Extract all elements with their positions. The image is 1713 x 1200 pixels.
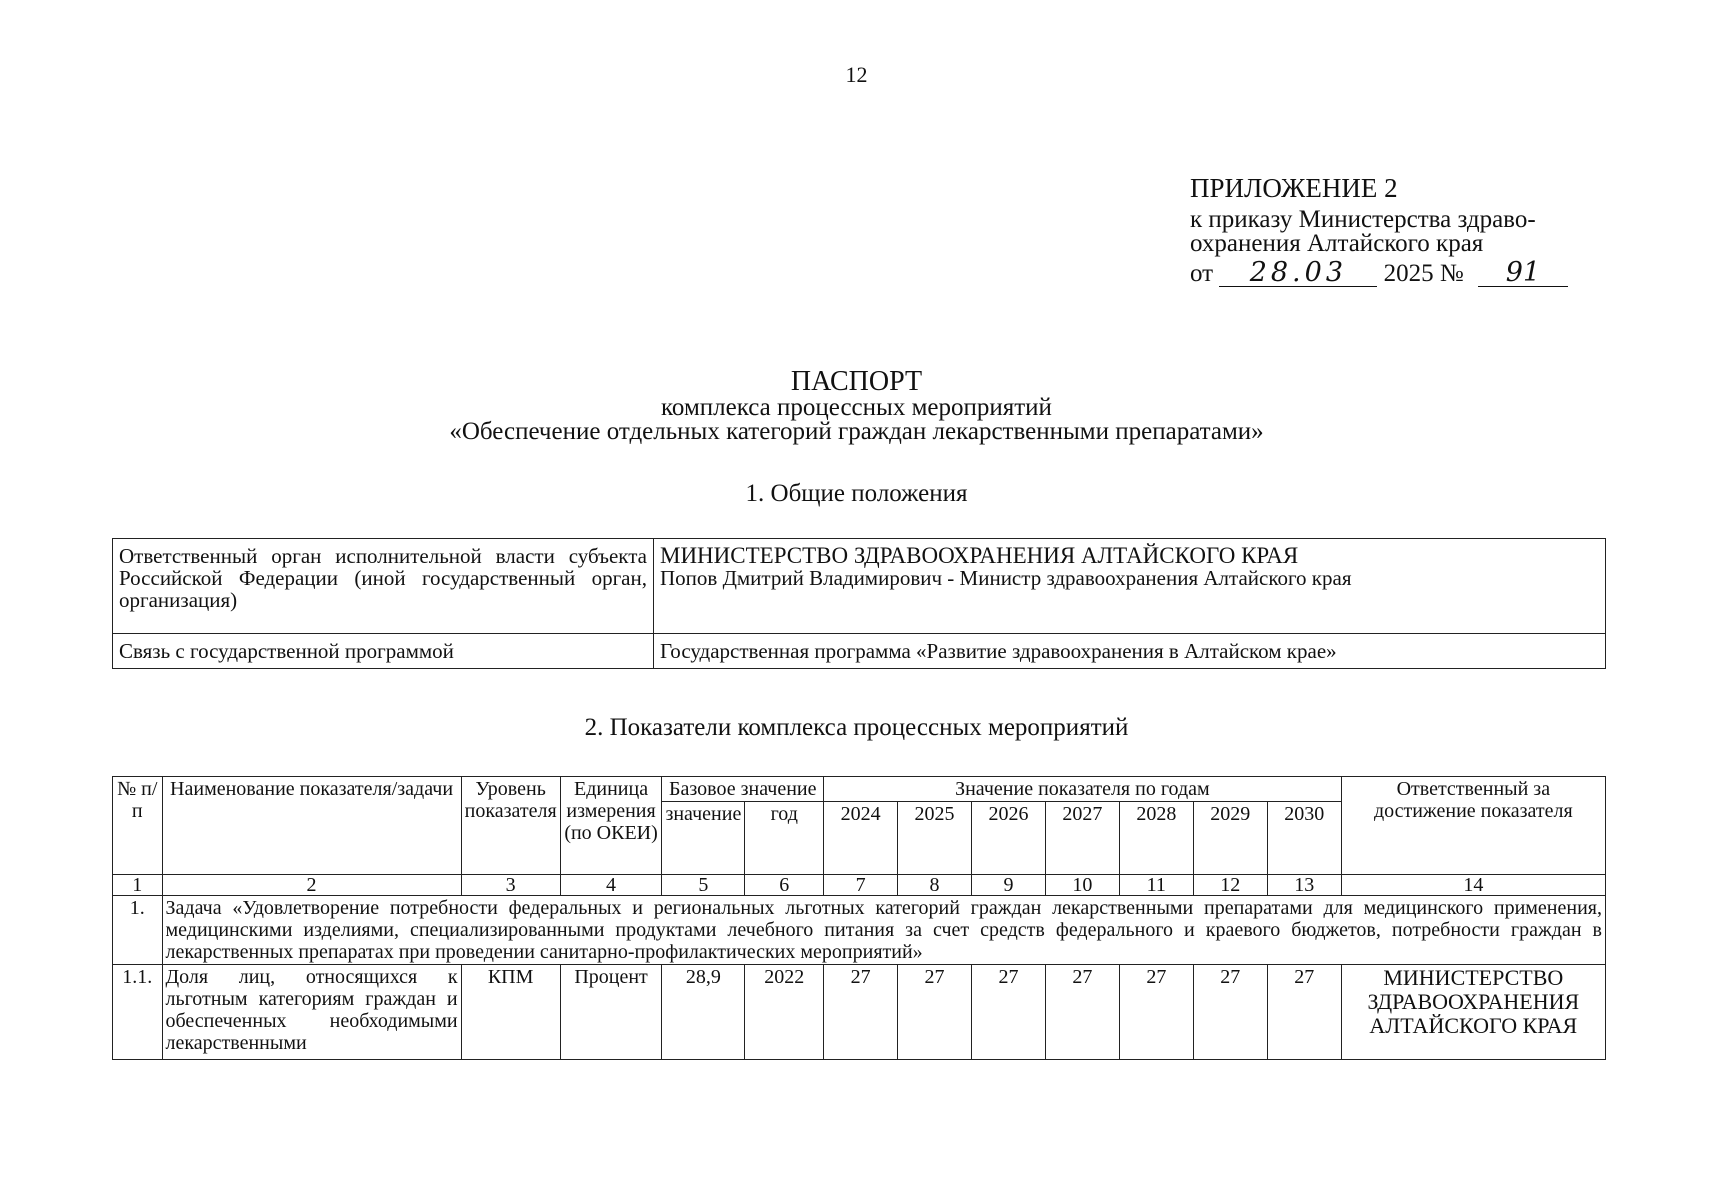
header-base-year: год: [745, 802, 824, 875]
indicator-value: 27: [1267, 965, 1341, 1060]
indicator-name: Доля лиц, относящихся к льготным категориям граждан и обеспеченных необходимыми лекарственными: [162, 965, 461, 1060]
appendix-line-1: к приказу Министерства здраво-: [1190, 206, 1536, 233]
page-number: 12: [845, 62, 868, 87]
header-year: 2027: [1045, 802, 1119, 875]
column-number: 7: [824, 875, 898, 896]
column-number: 14: [1341, 875, 1605, 896]
section-2-heading: 2. Показатели комплекса процессных мероприятий: [584, 714, 1129, 741]
column-number: 1: [113, 875, 163, 896]
passport-name: «Обеспечение отдельных категорий граждан лекарственными препаратами»: [449, 418, 1264, 445]
table-cell: Государственная программа «Развитие здравоохранения в Алтайском крае»: [654, 634, 1606, 669]
indicator-base-value: 28,9: [662, 965, 745, 1060]
header-year: 2025: [898, 802, 972, 875]
from-label: от: [1190, 260, 1214, 287]
table-row: [113, 634, 1606, 669]
column-number-row: [113, 875, 1606, 896]
indicator-value: 27: [1193, 965, 1267, 1060]
header-year: 2026: [971, 802, 1045, 875]
handwritten-date: 28.03: [1219, 260, 1377, 287]
appendix-line-2: охранения Алтайского края: [1190, 230, 1484, 257]
order-year: 2025 №: [1383, 260, 1464, 287]
task-row: [113, 896, 1606, 965]
header-base: Базовое значение: [662, 777, 824, 802]
responsible-org: МИНИСТЕРСТВО ЗДРАВООХРАНЕНИЯ АЛТАЙСКОГО КРАЯ: [660, 543, 1299, 568]
column-number: 12: [1193, 875, 1267, 896]
column-number: 11: [1119, 875, 1193, 896]
column-number: 10: [1045, 875, 1119, 896]
header-num: № п/п: [113, 777, 163, 875]
column-number: 13: [1267, 875, 1341, 896]
column-number: 4: [560, 875, 662, 896]
header-responsible: Ответственный за достижение показателя: [1341, 777, 1605, 875]
header-by-years: Значение показателя по годам: [824, 777, 1342, 802]
order-line: [1190, 257, 1610, 288]
indicator-row: [113, 965, 1606, 1060]
handwritten-number: 91: [1478, 260, 1568, 287]
header-unit: Единица измерения (по ОКЕИ): [560, 777, 662, 875]
header-level: Уровень показателя: [461, 777, 560, 875]
column-number: 9: [971, 875, 1045, 896]
indicator-unit: Процент: [560, 965, 662, 1060]
task-text: Задача «Удовлетворение потребности федеральных и региональных льготных категорий граждан лекарственными препаратами для медицинского применения, медицинскими изделиями, специализированными продуктами лечебного питания за счет средств федерального и краевого бюджетов, потребности граждан в лекарственных препаратах при проведении санитарно-профилактических мероприятий»: [162, 896, 1606, 965]
table-cell: Связь с государственной программой: [113, 634, 654, 669]
responsible-person: Попов Дмитрий Владимирович - Министр здравоохранения Алтайского края: [660, 566, 1352, 590]
indicator-base-year: 2022: [745, 965, 824, 1060]
passport-title: ПАСПОРТ: [790, 366, 923, 397]
indicator-responsible: МИНИСТЕРСТВО ЗДРАВООХРАНЕНИЯ АЛТАЙСКОГО КРАЯ: [1341, 965, 1605, 1060]
column-number: 8: [898, 875, 972, 896]
header-year: 2030: [1267, 802, 1341, 875]
indicator-level: КПМ: [461, 965, 560, 1060]
table-cell: [654, 539, 1606, 634]
passport-subtitle: комплекса процессных мероприятий: [661, 394, 1052, 421]
column-number: 6: [745, 875, 824, 896]
header-year: 2028: [1119, 802, 1193, 875]
header-year: 2029: [1193, 802, 1267, 875]
task-num: 1.: [113, 896, 163, 965]
table-header-row: [113, 777, 1606, 802]
table-row: [113, 539, 1606, 634]
indicators-table: [112, 776, 1606, 1060]
appendix-block: [1190, 173, 1610, 288]
section-1-heading: 1. Общие положения: [745, 480, 968, 507]
column-number: 2: [162, 875, 461, 896]
indicator-value: 27: [824, 965, 898, 1060]
indicator-value: 27: [971, 965, 1045, 1060]
indicator-num: 1.1.: [113, 965, 163, 1060]
passport-heading: [0, 368, 1713, 444]
indicator-value: 27: [1119, 965, 1193, 1060]
column-number: 3: [461, 875, 560, 896]
indicator-value: 27: [898, 965, 972, 1060]
header-year: 2024: [824, 802, 898, 875]
appendix-title: ПРИЛОЖЕНИЕ 2: [1190, 173, 1398, 203]
indicator-value: 27: [1045, 965, 1119, 1060]
column-number: 5: [662, 875, 745, 896]
header-name: Наименование показателя/задачи: [162, 777, 461, 875]
header-base-value: значение: [662, 802, 745, 875]
table-cell: Ответственный орган исполнительной власти субъекта Российской Федерации (иной государственный орган, организация): [113, 539, 654, 634]
general-provisions-table: [112, 538, 1606, 669]
